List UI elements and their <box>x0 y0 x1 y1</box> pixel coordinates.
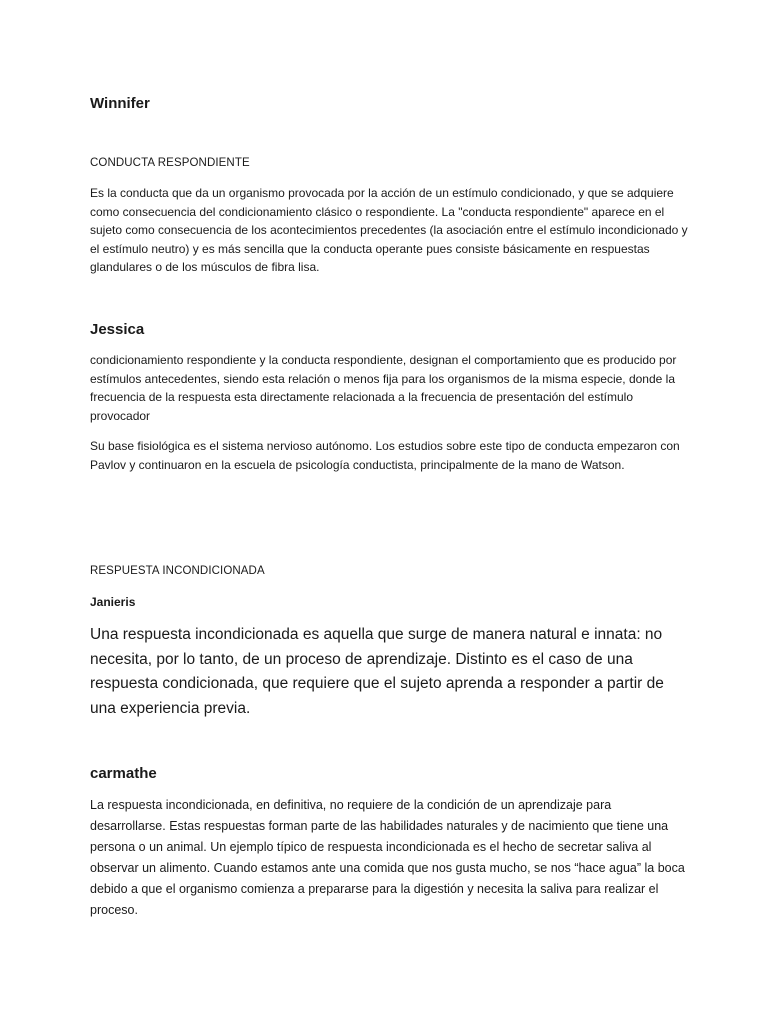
paragraph-winnifer: Es la conducta que da un organismo provocada por la acción de un estímulo condicionado, y que se adquiere como consecuencia del condicionamiento clásico o respondiente. La "conducta respondiente" aparece en el sujeto como consecuencia de los acontecimientos precedentes (la asociación entre el estímulo incondicionado y el estímulo neutro) y es más sencilla que la conducta operante pues consiste básicamente en respuestas glandulares o de los músculos de fibra lisa. <box>90 186 688 274</box>
author-name-janieris: Janieris <box>90 595 136 609</box>
section-heading-conducta-respondiente: CONDUCTA RESPONDIENTE <box>90 157 250 169</box>
paragraph-carmathe: La respuesta incondicionada, en definitiva, no requiere de la condición de un aprendizaje para desarrollarse. Estas respuestas forman parte de las habilidades naturales y de nacimiento que tiene una persona o un animal. Un ejemplo típico de respuesta incondicionada es el hecho de secretar saliva al observar un alimento. Cuando estamos ante una comida que nos gusta mucho, se nos “hace agua” la boca debido a que el organismo comienza a prepararse para la digestión y necesita la saliva para realizar el proceso. <box>90 798 685 917</box>
paragraph-janieris: Una respuesta incondicionada es aquella que surge de manera natural e innata: no necesita, por lo tanto, de un proceso de aprendizaje. Distinto es el caso de una respuesta condicionada, que requiere que el sujeto aprenda a responder a partir de una experiencia previa. <box>90 626 664 717</box>
section-heading-respuesta-incondicionada: RESPUESTA INCONDICIONADA <box>90 565 265 577</box>
paragraph-jessica-2: Su base fisiológica es el sistema nervioso autónomo. Los estudios sobre este tipo de conducta empezaron con Pavlov y continuaron en la escuela de psicología conductista, principalmente de la mano de Watson. <box>90 439 680 472</box>
author-name-carmathe: carmathe <box>90 765 157 782</box>
author-name-winnifer: Winnifer <box>90 95 150 112</box>
paragraph-jessica-1: condicionamiento respondiente y la conducta respondiente, designan el comportamiento que es producido por estímulos antecedentes, siendo esta relación o menos fija para los organismos de la misma especie, donde la frecuencia de la respuesta esta directamente relacionada a la frecuencia de presentación del estímulo provocador <box>90 353 677 423</box>
author-name-jessica: Jessica <box>90 321 145 338</box>
